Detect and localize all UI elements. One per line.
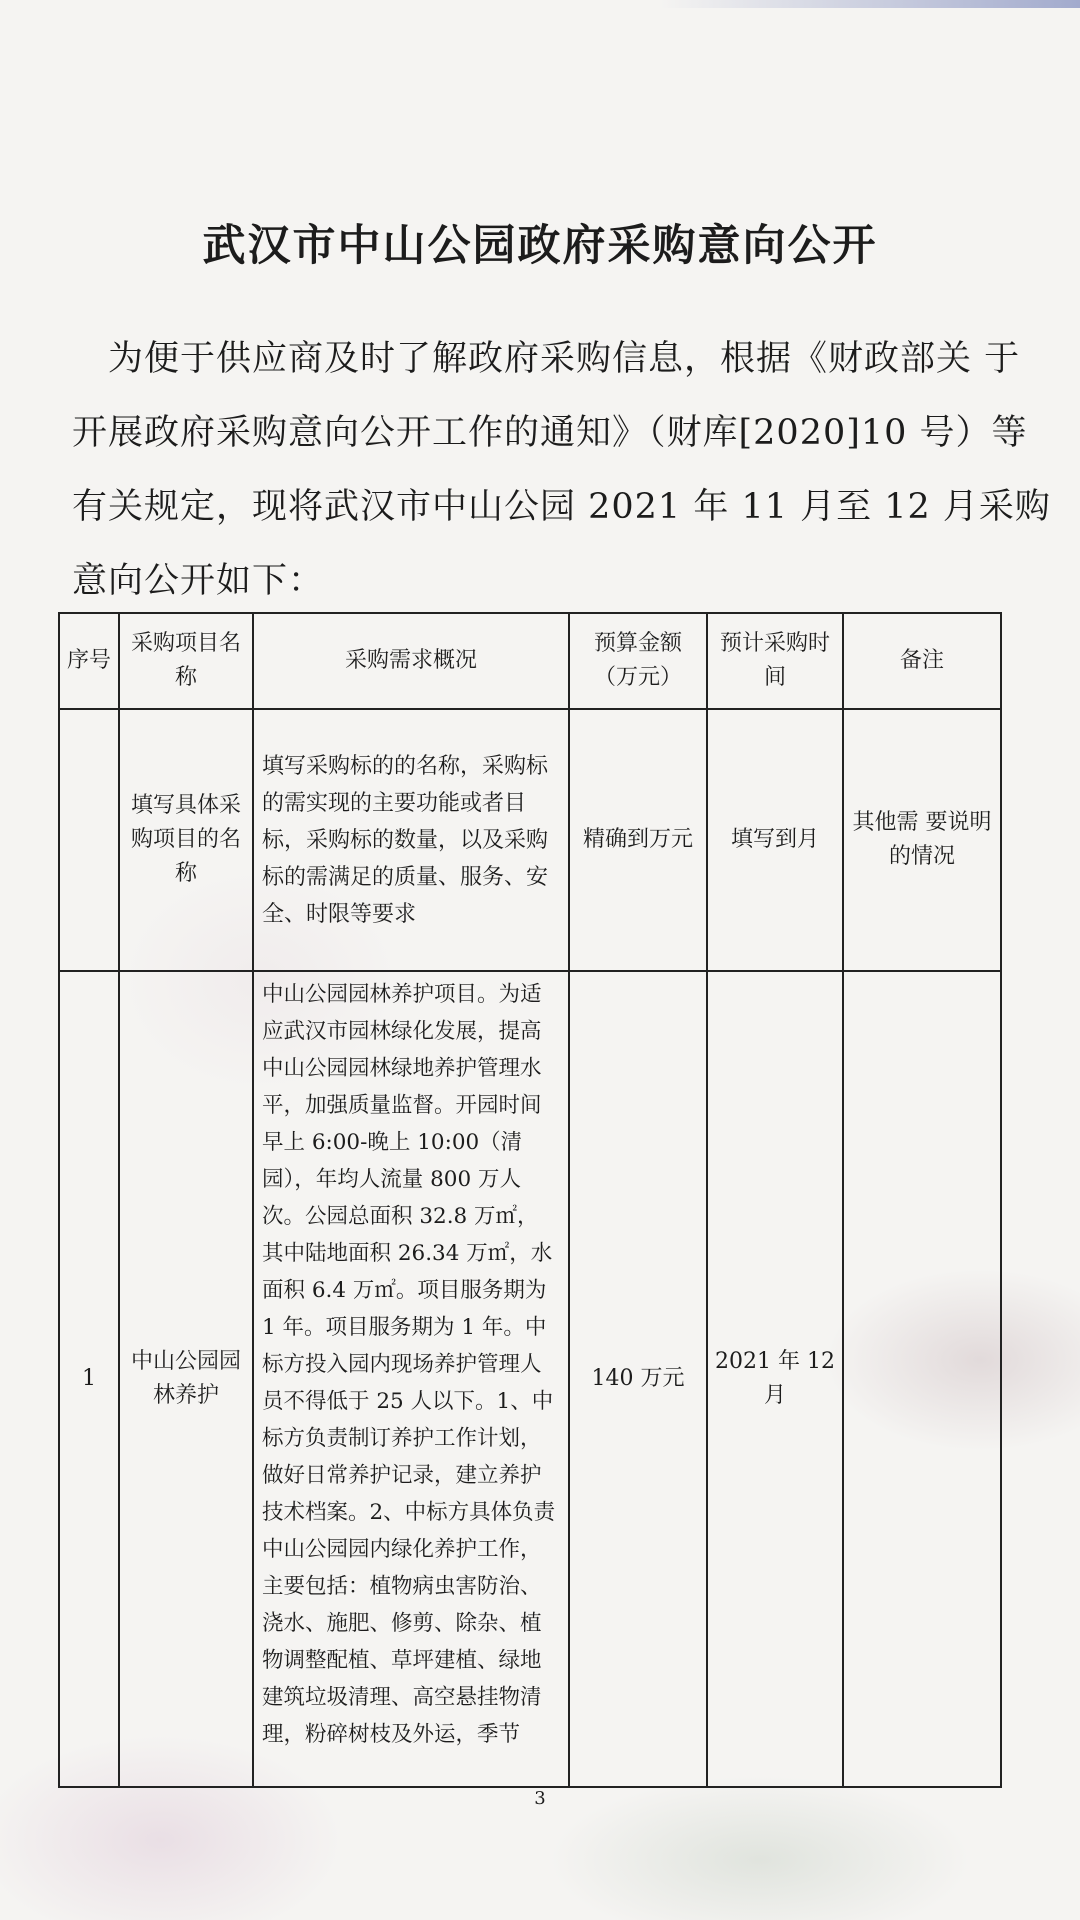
page-number: 3 (534, 1788, 546, 1809)
header-summary: 采购需求概况 (253, 613, 569, 709)
cell-seq (59, 709, 119, 971)
header-remark: 备注 (843, 613, 1001, 709)
cell-summary: 填写采购标的的名称，采购标的需实现的主要功能或者目标，采购标的数量，以及采购标的需满足的质量、服务、安全、时限等要求 (253, 709, 569, 971)
intro-paragraph (72, 322, 1051, 618)
intro-line: 有关规定，现将武汉市中山公园 2021 年 11 月至 12 月采购 (72, 487, 1051, 527)
cell-time: 2021 年 12 月 (707, 971, 843, 1787)
document-title: 武汉市中山公园政府采购意向公开 (202, 221, 878, 271)
header-budget: 预算金额（万元） (569, 613, 707, 709)
scan-edge-strip (660, 0, 1080, 8)
cell-name: 填写具体采购项目的名称 (119, 709, 253, 971)
intro-line: 意向公开如下： (72, 561, 325, 601)
cell-time: 填写到月 (707, 709, 843, 971)
table-header-row (59, 613, 1001, 709)
cell-remark (843, 971, 1001, 1787)
cell-remark: 其他需 要说明 的情况 (843, 709, 1001, 971)
cell-budget: 精确到万元 (569, 709, 707, 971)
cell-summary: 中山公园园林养护项目。为适应武汉市园林绿化发展，提高中山公园园林绿地养护管理水平，加强质量监督。开园时间早上 6:00-晚上 10:00（清园），年均人流量 800 万人次。公园总面积 32.8 万㎡，其中陆地面积 26.34 万㎡，水面积 6.4 万㎡。项目服务期为 1 年。项目服务期为 1 年。中标方投入园内现场养护管理人员不得低于 25 人以下。1、中标方负责制订养护工作计划，做好日常养护记录，建立养护技术档案。2、中标方具体负责中山公园园内绿化养护工作，主要包括：植物病虫害防治、浇水、施肥、修剪、除杂、植物调整配植、草坪建植、绿地建筑垃圾清理、高空悬挂物清理，粉碎树枝及外运，季节 (253, 971, 569, 1787)
table-row (59, 971, 1001, 1787)
header-seq: 序号 (59, 613, 119, 709)
header-time: 预计采购时间 (707, 613, 843, 709)
procurement-table (58, 612, 1002, 1788)
intro-line: 开展政府采购意向公开工作的通知》（财库[2020]10 号）等 (72, 413, 1028, 453)
cell-name: 中山公园园林养护 (119, 971, 253, 1787)
cell-seq: 1 (59, 971, 119, 1787)
intro-line: 为便于供应商及时了解政府采购信息，根据《财政部关 于 (108, 339, 1021, 379)
header-name: 采购项目名称 (119, 613, 253, 709)
cell-budget: 140 万元 (569, 971, 707, 1787)
table-row-guide (59, 709, 1001, 971)
